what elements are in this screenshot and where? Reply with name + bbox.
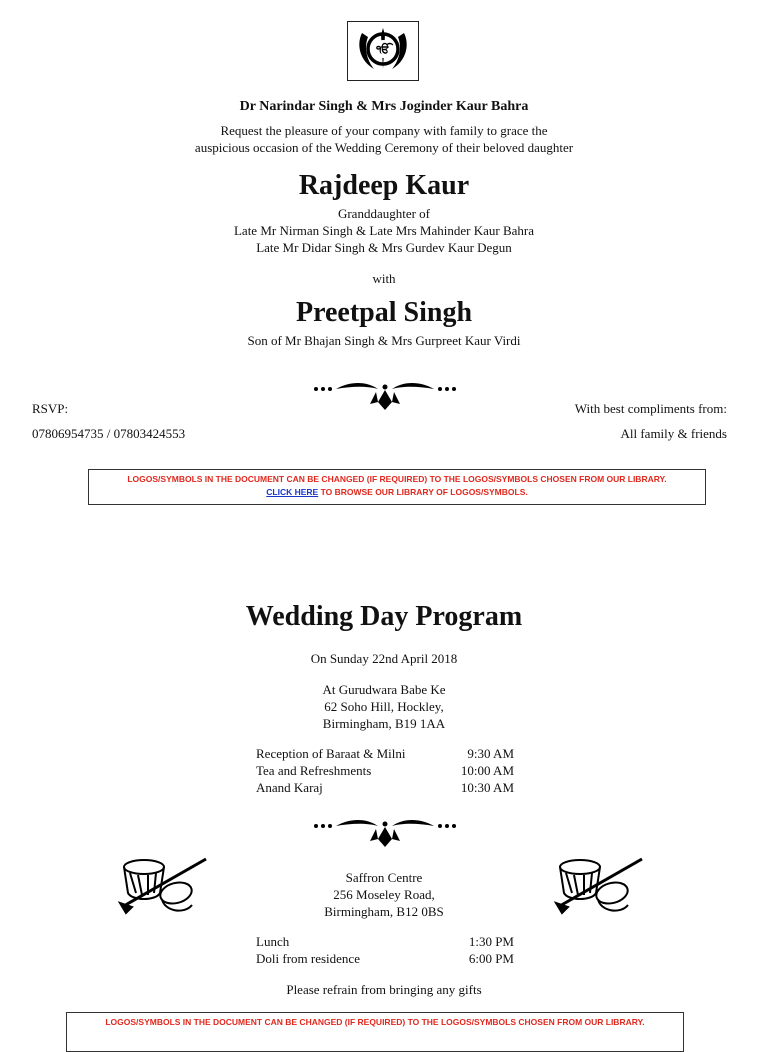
schedule-time: 10:30 AM	[460, 780, 514, 795]
venue1-line-1: At Gurudwara Babe Ke	[322, 682, 446, 697]
khanda-ik-onkar-icon	[354, 25, 412, 77]
rsvp-label: RSVP:	[32, 401, 69, 416]
notice-line-1: LOGOS/SYMBOLS IN THE DOCUMENT CAN BE CHANGED (IF REQUIRED) TO THE LOGOS/SYMBOLS CHOSEN FROM OUR LIBRARY.	[105, 1017, 645, 1027]
program-date: On Sunday 22nd April 2018	[310, 651, 458, 666]
gifts-note: Please refrain from bringing any gifts	[286, 982, 482, 997]
notice-line-2-text: TO BROWSE OUR LIBRARY OF LOGOS/SYMBOLS.	[318, 487, 528, 497]
schedule-time: 9:30 AM	[467, 746, 514, 761]
floral-divider-icon	[312, 378, 458, 412]
request-line-2: auspicious occasion of the Wedding Ceremony of their beloved daughter	[194, 140, 574, 155]
compliments-from: All family & friends	[620, 426, 727, 441]
schedule-afternoon	[256, 933, 514, 969]
sikh-logo	[347, 21, 419, 81]
notice-line-2	[89, 486, 705, 499]
logo-library-notice-bottom	[66, 1012, 684, 1052]
logo-library-notice	[88, 469, 706, 505]
venue2-line-2: 256 Moseley Road,	[333, 887, 435, 902]
grandparents-line-1: Late Mr Nirman Singh & Late Mrs Mahinder Kaur Bahra	[233, 223, 534, 238]
schedule-label: Anand Karaj	[256, 780, 323, 795]
schedule-label: Doli from residence	[256, 951, 360, 966]
bride-name: Rajdeep Kaur	[298, 170, 470, 201]
with-label: with	[372, 271, 396, 286]
program-title: Wedding Day Program	[245, 601, 523, 632]
hosts-line: Dr Narindar Singh & Mrs Joginder Kaur Bahra	[239, 99, 529, 114]
schedule-time: 1:30 PM	[468, 934, 514, 949]
click-here-link[interactable]: CLICK HERE	[266, 487, 319, 497]
grandparents-line-2: Late Mr Didar Singh & Mrs Gurdev Kaur Degun	[256, 240, 512, 255]
venue1-line-3: Birmingham, B19 1AA	[322, 716, 446, 731]
compliments-label: With best compliments from:	[574, 401, 727, 416]
venue2-line-1: Saffron Centre	[345, 870, 423, 885]
notice-line-1: LOGOS/SYMBOLS IN THE DOCUMENT CAN BE CHANGED (IF REQUIRED) TO THE LOGOS/SYMBOLS CHOSEN FROM OUR LIBRARY.	[127, 474, 667, 484]
schedule-time: 6:00 PM	[468, 951, 514, 966]
groom-parents: Son of Mr Bhajan Singh & Mrs Gurpreet Kaur Virdi	[247, 333, 521, 348]
schedule-time: 10:00 AM	[460, 763, 514, 778]
venue1-line-2: 62 Soho Hill, Hockley,	[324, 699, 444, 714]
granddaughter-label: Granddaughter of	[337, 206, 431, 221]
groom-name: Preetpal Singh	[295, 297, 473, 328]
schedule-label: Tea and Refreshments	[256, 763, 372, 778]
venue2-line-3: Birmingham, B12 0BS	[324, 904, 444, 919]
schedule-morning	[256, 745, 514, 797]
schedule-label: Lunch	[256, 934, 290, 949]
schedule-label: Reception of Baraat & Milni	[256, 746, 406, 761]
request-line-1: Request the pleasure of your company with family to grace the	[220, 123, 548, 138]
rsvp-phones: 07806954735 / 07803424553	[32, 426, 186, 441]
floral-divider-icon	[312, 815, 458, 849]
svg-text:ੴ: ੴ	[376, 43, 390, 56]
